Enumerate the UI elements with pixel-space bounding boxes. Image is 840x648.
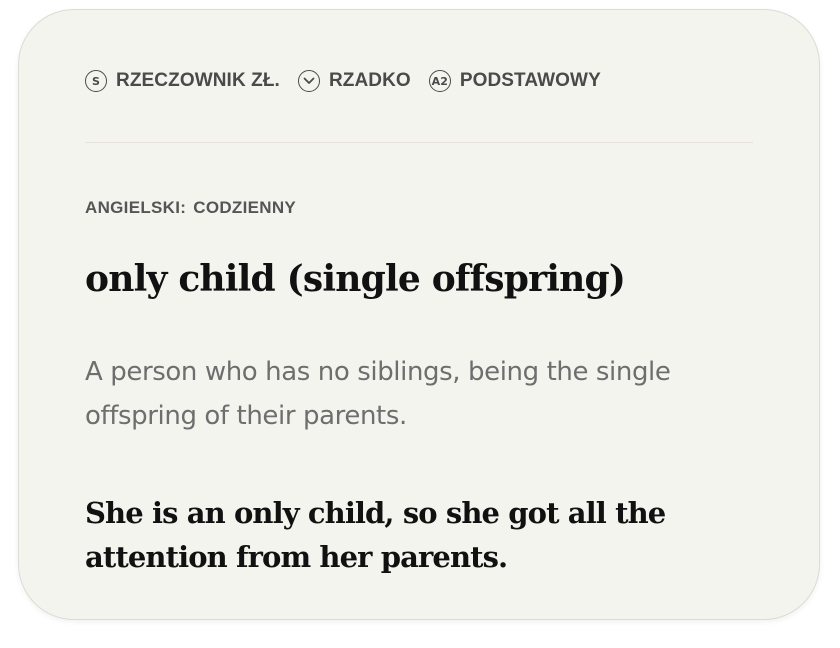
register-label: ANGIELSKI: CODZIENNY (85, 198, 297, 217)
tag-label: PODSTAWOWY (459, 70, 601, 91)
chevron-down-circle-icon (298, 70, 320, 92)
level-circle-icon: A2 (429, 70, 451, 92)
tag-part-of-speech (85, 70, 280, 92)
tag-level (429, 70, 601, 92)
definition-text: A person who has no siblings, being the single offspring of their parents. (85, 357, 671, 431)
divider (85, 142, 753, 143)
headword: only child (single offspring) (85, 258, 626, 300)
example-sentence: She is an only child, so she got all the attention from her parents. (85, 496, 666, 574)
tag-label: RZECZOWNIK ZŁ. (116, 70, 280, 91)
tag-frequency (298, 70, 411, 92)
word-card (18, 9, 820, 620)
s-circle-icon: S (85, 70, 107, 92)
tag-row (85, 70, 619, 92)
tag-label: RZADKO (328, 70, 411, 91)
